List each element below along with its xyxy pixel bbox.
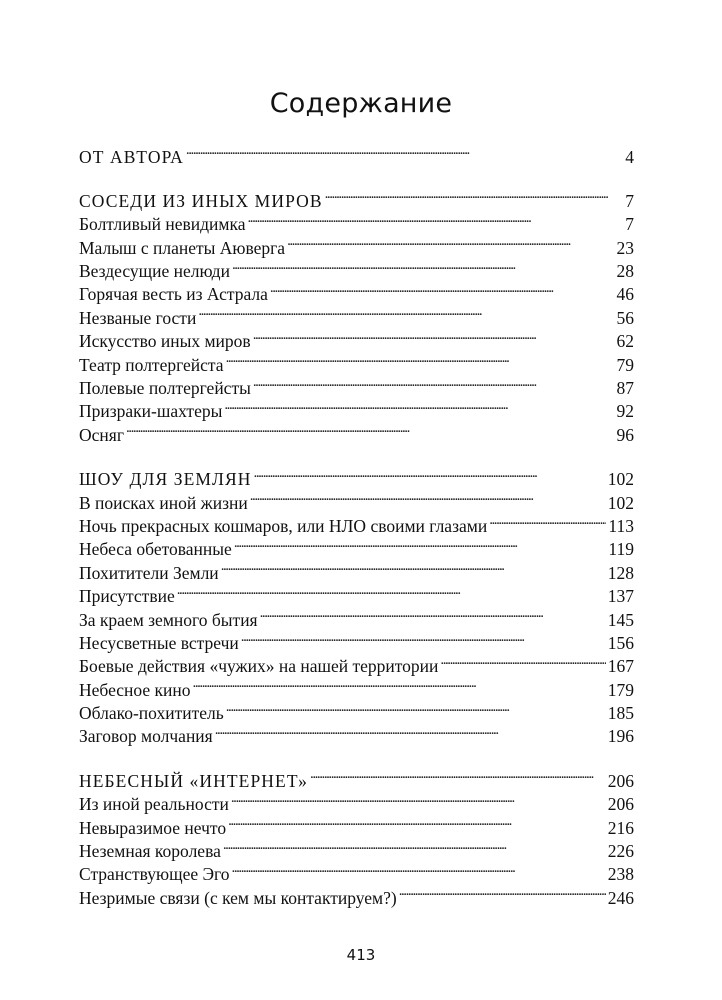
entry-page-number: 216: [607, 817, 634, 838]
toc-entry: [79, 793, 634, 816]
toc-section-heading: [79, 189, 634, 212]
dot-leader: [287, 236, 614, 254]
entry-page-number: 128: [607, 562, 634, 583]
entry-page-number: 113: [608, 515, 634, 536]
entry-page-number: 102: [607, 492, 634, 513]
dot-leader: [253, 377, 615, 395]
toc-entry: [79, 213, 634, 236]
toc-entry: [79, 886, 634, 909]
entry-title: В поисках иной жизни: [79, 492, 248, 513]
dot-leader: [223, 840, 606, 858]
dot-leader: [177, 585, 606, 603]
toc-entry: [79, 306, 634, 329]
dot-leader: [247, 213, 623, 231]
toc-section-heading: [79, 468, 634, 491]
toc-entry: [79, 514, 634, 537]
section-title: НЕБЕСНЫЙ «ИНТЕРНЕТ»: [79, 770, 309, 791]
dot-leader: [399, 886, 606, 904]
dot-leader: [193, 678, 606, 696]
toc-entry: [79, 840, 634, 863]
entry-title: Призраки-шахтеры: [79, 401, 223, 422]
entry-page-number: 56: [616, 307, 634, 328]
dot-leader: [325, 189, 624, 207]
dot-leader: [241, 631, 606, 649]
entry-title: Неземная королева: [79, 841, 221, 862]
toc-entry: [79, 491, 634, 514]
entry-page-number: 206: [607, 794, 634, 815]
entry-page-number: 179: [607, 679, 634, 700]
entry-page-number: 156: [607, 632, 634, 653]
entry-title: Боевые действия «чужих» на нашей территории: [79, 656, 439, 677]
entry-title: Из иной реальности: [79, 794, 229, 815]
dot-leader: [228, 816, 606, 834]
entry-page-number: 196: [607, 726, 634, 747]
entry-title: Похитители Земли: [79, 562, 219, 583]
dot-leader: [260, 608, 606, 626]
entry-page-number: 102: [607, 469, 634, 490]
entry-title: Малыш с планеты Аюверга: [79, 237, 286, 258]
toc-section-heading: [79, 769, 634, 792]
dot-leader: [126, 423, 615, 441]
entry-title: Несусветные встречи: [79, 632, 239, 653]
section-title: ШОУ ДЛЯ ЗЕМЛЯН: [79, 469, 252, 490]
dot-leader: [270, 283, 615, 301]
entry-page-number: 119: [608, 539, 634, 560]
dot-leader: [232, 863, 606, 881]
toc-entry: [79, 423, 634, 446]
entry-page-number: 92: [616, 401, 634, 422]
toc-entry: [79, 608, 634, 631]
entry-title: За краем земного бытия: [79, 609, 258, 630]
dot-leader: [215, 725, 606, 743]
dot-leader: [254, 468, 606, 486]
entry-page-number: 167: [607, 656, 634, 677]
entry-page-number: 23: [616, 237, 634, 258]
entry-title: Незримые связи (с кем мы контактируем?): [79, 887, 397, 908]
entry-title: Полевые полтергейсты: [79, 378, 251, 399]
toc-section-heading: [79, 145, 634, 168]
entry-page-number: 226: [607, 841, 634, 862]
entry-title: Горячая весть из Астрала: [79, 284, 268, 305]
entry-title: Искусство иных миров: [79, 331, 251, 352]
entry-page-number: 145: [607, 609, 634, 630]
entry-title: Облако-похититель: [79, 703, 224, 724]
dot-leader: [221, 561, 606, 579]
entry-title: Невыразимое нечто: [79, 817, 227, 838]
section-title: СОСЕДИ ИЗ ИНЫХ МИРОВ: [79, 190, 323, 211]
toc-entry: [79, 725, 634, 748]
entry-title: Присутствие: [79, 586, 175, 607]
toc-section: [79, 769, 634, 909]
entry-page-number: 87: [616, 378, 634, 399]
entry-title: Ночь прекрасных кошмаров, или НЛО своими глазами: [79, 515, 488, 536]
dot-leader: [224, 400, 614, 418]
entry-page-number: 238: [607, 864, 634, 885]
toc-entry: [79, 816, 634, 839]
toc-entry: [79, 377, 634, 400]
entry-title: Театр полтергейста: [79, 354, 224, 375]
dot-leader: [186, 145, 623, 163]
dot-leader: [489, 514, 606, 532]
entry-page-number: 7: [625, 214, 634, 235]
page-title: Содержание: [269, 88, 453, 119]
toc-entry: [79, 863, 634, 886]
dot-leader: [234, 538, 607, 556]
dot-leader: [198, 306, 614, 324]
entry-page-number: 246: [607, 887, 634, 908]
toc-entry: [79, 702, 634, 725]
entry-title: Незваные гости: [79, 307, 197, 328]
entry-title: Вездесущие нелюди: [79, 261, 230, 282]
entry-page-number: 7: [625, 190, 634, 211]
toc-entry: [79, 678, 634, 701]
toc-section: [79, 145, 634, 168]
toc-entry: [79, 538, 634, 561]
toc-entry: [79, 283, 634, 306]
dot-leader: [250, 491, 606, 509]
toc-entry: [79, 260, 634, 283]
toc-entry: [79, 561, 634, 584]
dot-leader: [232, 260, 615, 278]
entry-title: Странствующее Эго: [79, 864, 230, 885]
entry-page-number: 96: [616, 424, 634, 445]
toc-section: [79, 189, 634, 446]
dot-leader: [440, 655, 605, 673]
toc-entry: [79, 330, 634, 353]
dot-leader: [310, 769, 606, 787]
entry-page-number: 137: [607, 586, 634, 607]
toc-section: [79, 468, 634, 749]
entry-page-number: 79: [616, 354, 634, 375]
entry-title: Небеса обетованные: [79, 539, 232, 560]
section-title: ОТ АВТОРА: [79, 146, 184, 167]
entry-page-number: 62: [616, 331, 634, 352]
entry-page-number: 206: [607, 770, 634, 791]
toc-entry: [79, 236, 634, 259]
entry-title: Осняг: [79, 424, 124, 445]
toc-entry: [79, 353, 634, 376]
table-of-contents: [79, 145, 634, 931]
toc-entry: [79, 655, 634, 678]
entry-page-number: 185: [607, 703, 634, 724]
entry-page-number: 46: [616, 284, 634, 305]
entry-title: Болтливый невидимка: [79, 214, 246, 235]
page-number: 413: [346, 946, 376, 964]
entry-title: Заговор молчания: [79, 726, 213, 747]
toc-entry: [79, 585, 634, 608]
toc-entry: [79, 631, 634, 654]
entry-page-number: 28: [616, 261, 634, 282]
entry-title: Небесное кино: [79, 679, 191, 700]
dot-leader: [226, 702, 606, 720]
dot-leader: [253, 330, 615, 348]
dot-leader: [231, 793, 606, 811]
dot-leader: [226, 353, 615, 371]
toc-entry: [79, 400, 634, 423]
entry-page-number: 4: [625, 146, 634, 167]
